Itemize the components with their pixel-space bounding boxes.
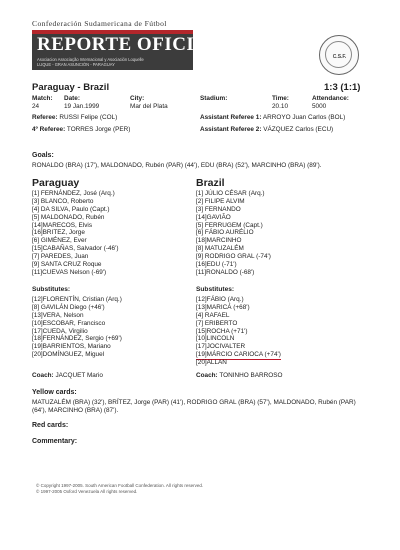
match-date-label: Date: — [64, 95, 80, 102]
player-name: [9] RODRIGO GRAL (-74') — [196, 253, 271, 261]
player-name: [14]MARECOS, Elvis — [32, 221, 93, 229]
player-name: [5] MALDONADO, Rubén — [32, 213, 105, 221]
player-name: [1] FERNÁNDEZ, José (Arq.) — [32, 190, 115, 197]
match-title: Paraguay - Brazil — [32, 82, 110, 93]
away-team-name: Brazil — [196, 177, 225, 189]
away-coach-value: TONINHO BARROSO — [219, 372, 283, 379]
match-time-label: Time: — [272, 95, 289, 102]
match-city — [130, 95, 168, 111]
player-entry — [196, 312, 281, 320]
copyright-line-1: © Copyright 1997-2005. South American Football Confederation. All rights reserved. — [36, 483, 204, 488]
away-substitutes — [196, 296, 281, 367]
csf-seal-icon — [319, 35, 359, 75]
match-score: 1:3 (1:1) — [324, 82, 361, 93]
player-entry — [32, 269, 118, 277]
logo-title: REPORTE OFICIAL — [37, 34, 222, 55]
player-name: [16]EDU (-71') — [196, 261, 237, 269]
player-entry — [32, 320, 122, 328]
player-name: [8] GAVILÁN Diego (+46') — [32, 303, 105, 311]
player-name: [1] JÚLIO CÉSAR (Arq.) — [196, 190, 265, 197]
assistant-referee-2-value: VÁZQUEZ Carlos (ECU) — [263, 126, 334, 133]
match-number-label: Match: — [32, 95, 53, 102]
player-entry — [32, 304, 122, 312]
player-name: [11]CUEVAS Nelson (-69') — [32, 268, 107, 276]
match-attendance — [312, 95, 349, 111]
player-entry — [196, 351, 281, 359]
player-name: [13]MARICÁ (+68') — [196, 303, 250, 311]
copyright-line-2: © 1997-2005 Oxford Venezuela All rights reserved. — [36, 489, 138, 495]
assistant-referee-2-label: Assistant Referee 2: — [200, 126, 262, 133]
match-date-value: 19 Jan.1999 — [64, 103, 100, 110]
player-name: [10]LINCOLN — [196, 335, 235, 343]
player-name: [10]ESCOBAR, Francisco — [32, 319, 106, 327]
logo-subtitle-line-2: LUQUE - GRAN ASUNCIÓN - PARAGUAY — [37, 61, 115, 67]
player-name: [11]RONALDO (-68') — [196, 268, 255, 276]
assistant-referee-1-line — [200, 114, 345, 122]
seal-text: C.S.F. — [332, 54, 347, 60]
player-entry — [196, 335, 281, 343]
assistant-referee-1-value: ARROYO Juan Carlos (BOL) — [262, 114, 346, 121]
home-team-name: Paraguay — [32, 177, 80, 189]
player-entry — [196, 214, 271, 222]
player-entry — [32, 335, 122, 343]
player-entry — [32, 214, 118, 222]
goals-heading: Goals: — [32, 152, 54, 159]
fourth-referee-label: 4º Referee: — [32, 126, 66, 133]
player-name: [3] FERNANDO — [196, 205, 241, 213]
player-name: [6] GIMÉNEZ, Ever — [32, 237, 87, 245]
player-name: [7] PAREDES, Juan — [32, 253, 89, 261]
player-entry — [32, 206, 118, 214]
fourth-referee-value: TORRES Jorge (PER) — [66, 126, 131, 133]
player-name: [15]ROCHA (+71') — [196, 327, 248, 335]
home-substitutes — [32, 296, 122, 359]
match-attendance-value: 5000 — [312, 103, 327, 110]
referee-line — [32, 114, 117, 122]
player-entry — [196, 328, 281, 336]
player-entry — [32, 245, 118, 253]
player-name: [17]JOCIVALTER — [196, 343, 246, 351]
player-entry — [196, 304, 281, 312]
yellow-cards-heading: Yellow cards: — [32, 389, 77, 396]
player-name: [12]FÁBIO (Arq.) — [196, 296, 244, 303]
away-substitutes-heading: Substitutes: — [196, 286, 235, 293]
player-entry — [32, 312, 122, 320]
match-time-value: 20.10 — [272, 103, 288, 110]
player-entry — [196, 320, 281, 328]
player-name: [12]FLORENTÍN, Cristian (Arq.) — [32, 296, 122, 303]
player-entry — [32, 198, 118, 206]
player-name: [18]FERNÁNDEZ, Sergio (+69') — [32, 335, 122, 343]
player-name: [19]BARRIENTOS, Mariano — [32, 343, 111, 351]
player-entry — [32, 253, 118, 261]
player-name: [14]GAVIÃO — [196, 213, 231, 221]
player-name: [20]DOMÍNGUEZ, Miguel — [32, 351, 105, 359]
player-name: [19]MÁRCIO CARIOCA (+74') — [196, 351, 281, 359]
home-coach-line — [32, 372, 103, 380]
match-stadium-label: Stadium: — [200, 95, 228, 102]
player-name: [6] FÁBIO AURÉLIO — [196, 229, 254, 237]
match-number-value: 24 — [32, 103, 40, 110]
player-name: [20]ALLAN — [196, 359, 227, 367]
player-name: [4] DA SILVA, Paulo (Capt.) — [32, 205, 110, 213]
away-coach-label: Coach: — [196, 372, 218, 379]
match-date — [64, 95, 99, 111]
player-entry — [196, 261, 271, 269]
player-name: [2] FILIPE ALVIM — [196, 197, 245, 205]
yellow-cards-text: MATUZALÉM (BRA) (32'), BRÍTEZ, Jorge (PAR) (41'), RODRIGO GRAL (BRA) (57'), MALDONADO, Rubén (PAR) (64'), MARCINHO (BRA) (87'). — [32, 399, 356, 414]
player-name: [16]BRITEZ, Jorge — [32, 229, 85, 237]
match-attendance-label: Attendance: — [312, 95, 349, 102]
player-name: [5] FERRUGEM (Capt.) — [196, 221, 263, 229]
logo-subtitle-line-1: Asociacion Associação Internacional y Asociación Loquelle — [37, 57, 144, 62]
player-name: [17]CUEDA, Virgilio — [32, 327, 88, 335]
copyright-footer — [36, 483, 203, 496]
report-logo — [32, 30, 222, 70]
player-name: [4] RAFAEL — [196, 311, 230, 319]
home-coach-value: JACQUET Mario — [55, 372, 103, 379]
player-entry — [196, 359, 281, 367]
assistant-referee-2-line — [200, 126, 333, 134]
home-coach-label: Coach: — [32, 372, 54, 379]
player-entry — [196, 206, 271, 214]
player-entry — [32, 190, 118, 198]
confederation-name: Confederación Sudamericana de Fútbol — [32, 19, 167, 28]
player-name: [8] MATUZALÉM — [196, 245, 244, 253]
referee-label: Referee: — [32, 114, 58, 121]
match-city-label: City: — [130, 95, 145, 102]
match-number — [32, 95, 53, 111]
logo-subtitle — [37, 58, 144, 68]
commentary-heading: Commentary: — [32, 438, 78, 445]
player-entry — [196, 269, 271, 277]
away-lineup — [196, 190, 271, 277]
player-entry — [196, 190, 271, 198]
player-entry — [32, 296, 122, 304]
match-stadium — [200, 95, 227, 103]
player-entry — [196, 245, 271, 253]
player-entry — [196, 253, 271, 261]
away-coach-line — [196, 372, 282, 380]
match-time — [272, 95, 289, 111]
player-name: [9] SANTA CRUZ Roque — [32, 261, 102, 269]
referee-value: RUSSI Felipe (COL) — [59, 114, 118, 121]
home-substitutes-heading: Substitutes: — [32, 286, 71, 293]
seal-inner-ring — [325, 41, 352, 68]
fourth-referee-line — [32, 126, 130, 134]
goals-text: RONALDO (BRA) (17'), MALDONADO, Rubén (PAR) (44'), EDU (BRA) (52'), MARCINHO (BRA) (89'). — [32, 162, 322, 169]
player-entry — [32, 261, 118, 269]
player-entry — [32, 222, 118, 230]
player-entry — [196, 229, 271, 237]
player-entry — [196, 296, 281, 304]
player-entry — [32, 351, 122, 359]
red-cards-heading: Red cards: — [32, 422, 69, 429]
match-city-value: Mar del Plata — [130, 103, 168, 110]
player-entry — [196, 198, 271, 206]
home-lineup — [32, 190, 118, 277]
player-name: [18]MARCINHO — [196, 237, 242, 245]
player-name: [7] ERIBERTO — [196, 319, 238, 327]
player-name: [15]CABAÑAS, Salvador (-46') — [32, 245, 119, 253]
player-name: [3] BLANCO, Roberto — [32, 197, 94, 205]
player-name: [13]VERA, Nelson — [32, 311, 84, 319]
assistant-referee-1-label: Assistant Referee 1: — [200, 114, 262, 121]
